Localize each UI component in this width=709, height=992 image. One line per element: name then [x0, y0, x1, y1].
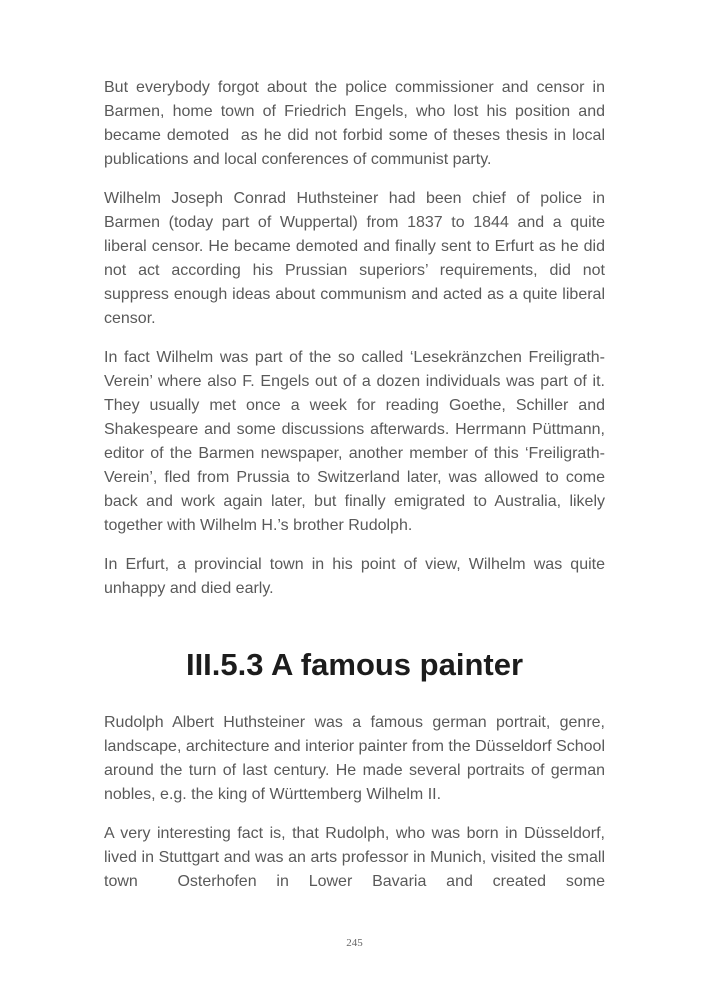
section-heading: III.5.3 A famous painter	[185, 647, 524, 682]
paragraph-police-commissioner: But everybody forgot about the police commissioner and censor in Barmen, home town of Friedrich Engels, who lost his position and became demoted as he did not forbid some of theses thesis in local publications and local conferences of communist party.	[104, 79, 605, 168]
paragraph-lesekraenzchen-verein: In fact Wilhelm was part of the so called ‘Lesekränzchen Freiligrath-Verein’ where also F. Engels out of a dozen individuals was part of it. They usually met once a week for reading Goethe, Schiller and Shakespeare and some discussions afterwards. Herrmann Püttmann, editor of the Barmen newspaper, another member of this ‘Freiligrath-Verein’, fled from Prussia to Switzerland later, was allowed to come back and work again later, but finally emigrated to Australia, likely together with Wilhelm H.’s brother Rudolph.	[104, 349, 605, 534]
paragraph-wilhelm-huthsteiner: Wilhelm Joseph Conrad Huthsteiner had been chief of police in Barmen (today part of Wuppertal) from 1837 to 1844 and a quite liberal censor. He became demoted and finally sent to Erfurt as he did not act according his Prussian superiors’ requirements, did not suppress enough ideas about communism and acted as a quite liberal censor.	[104, 190, 605, 327]
paragraph-rudolph-painter: Rudolph Albert Huthsteiner was a famous german portrait, genre, landscape, architecture and interior painter from the Düsseldorf School around the turn of last century. He made several portraits of german nobles, e.g. the king of Württemberg Wilhelm II.	[104, 714, 605, 803]
paragraph-erfurt: In Erfurt, a provincial town in his point of view, Wilhelm was quite unhappy and died early.	[104, 556, 605, 597]
paragraph-interesting-fact: A very interesting fact is, that Rudolph, who was born in Düsseldorf, lived in Stuttgart and was an arts professor in Munich, visited the small town Osterhofen in Lower Bavaria and created some	[104, 825, 605, 890]
page-number: 245	[346, 937, 363, 949]
